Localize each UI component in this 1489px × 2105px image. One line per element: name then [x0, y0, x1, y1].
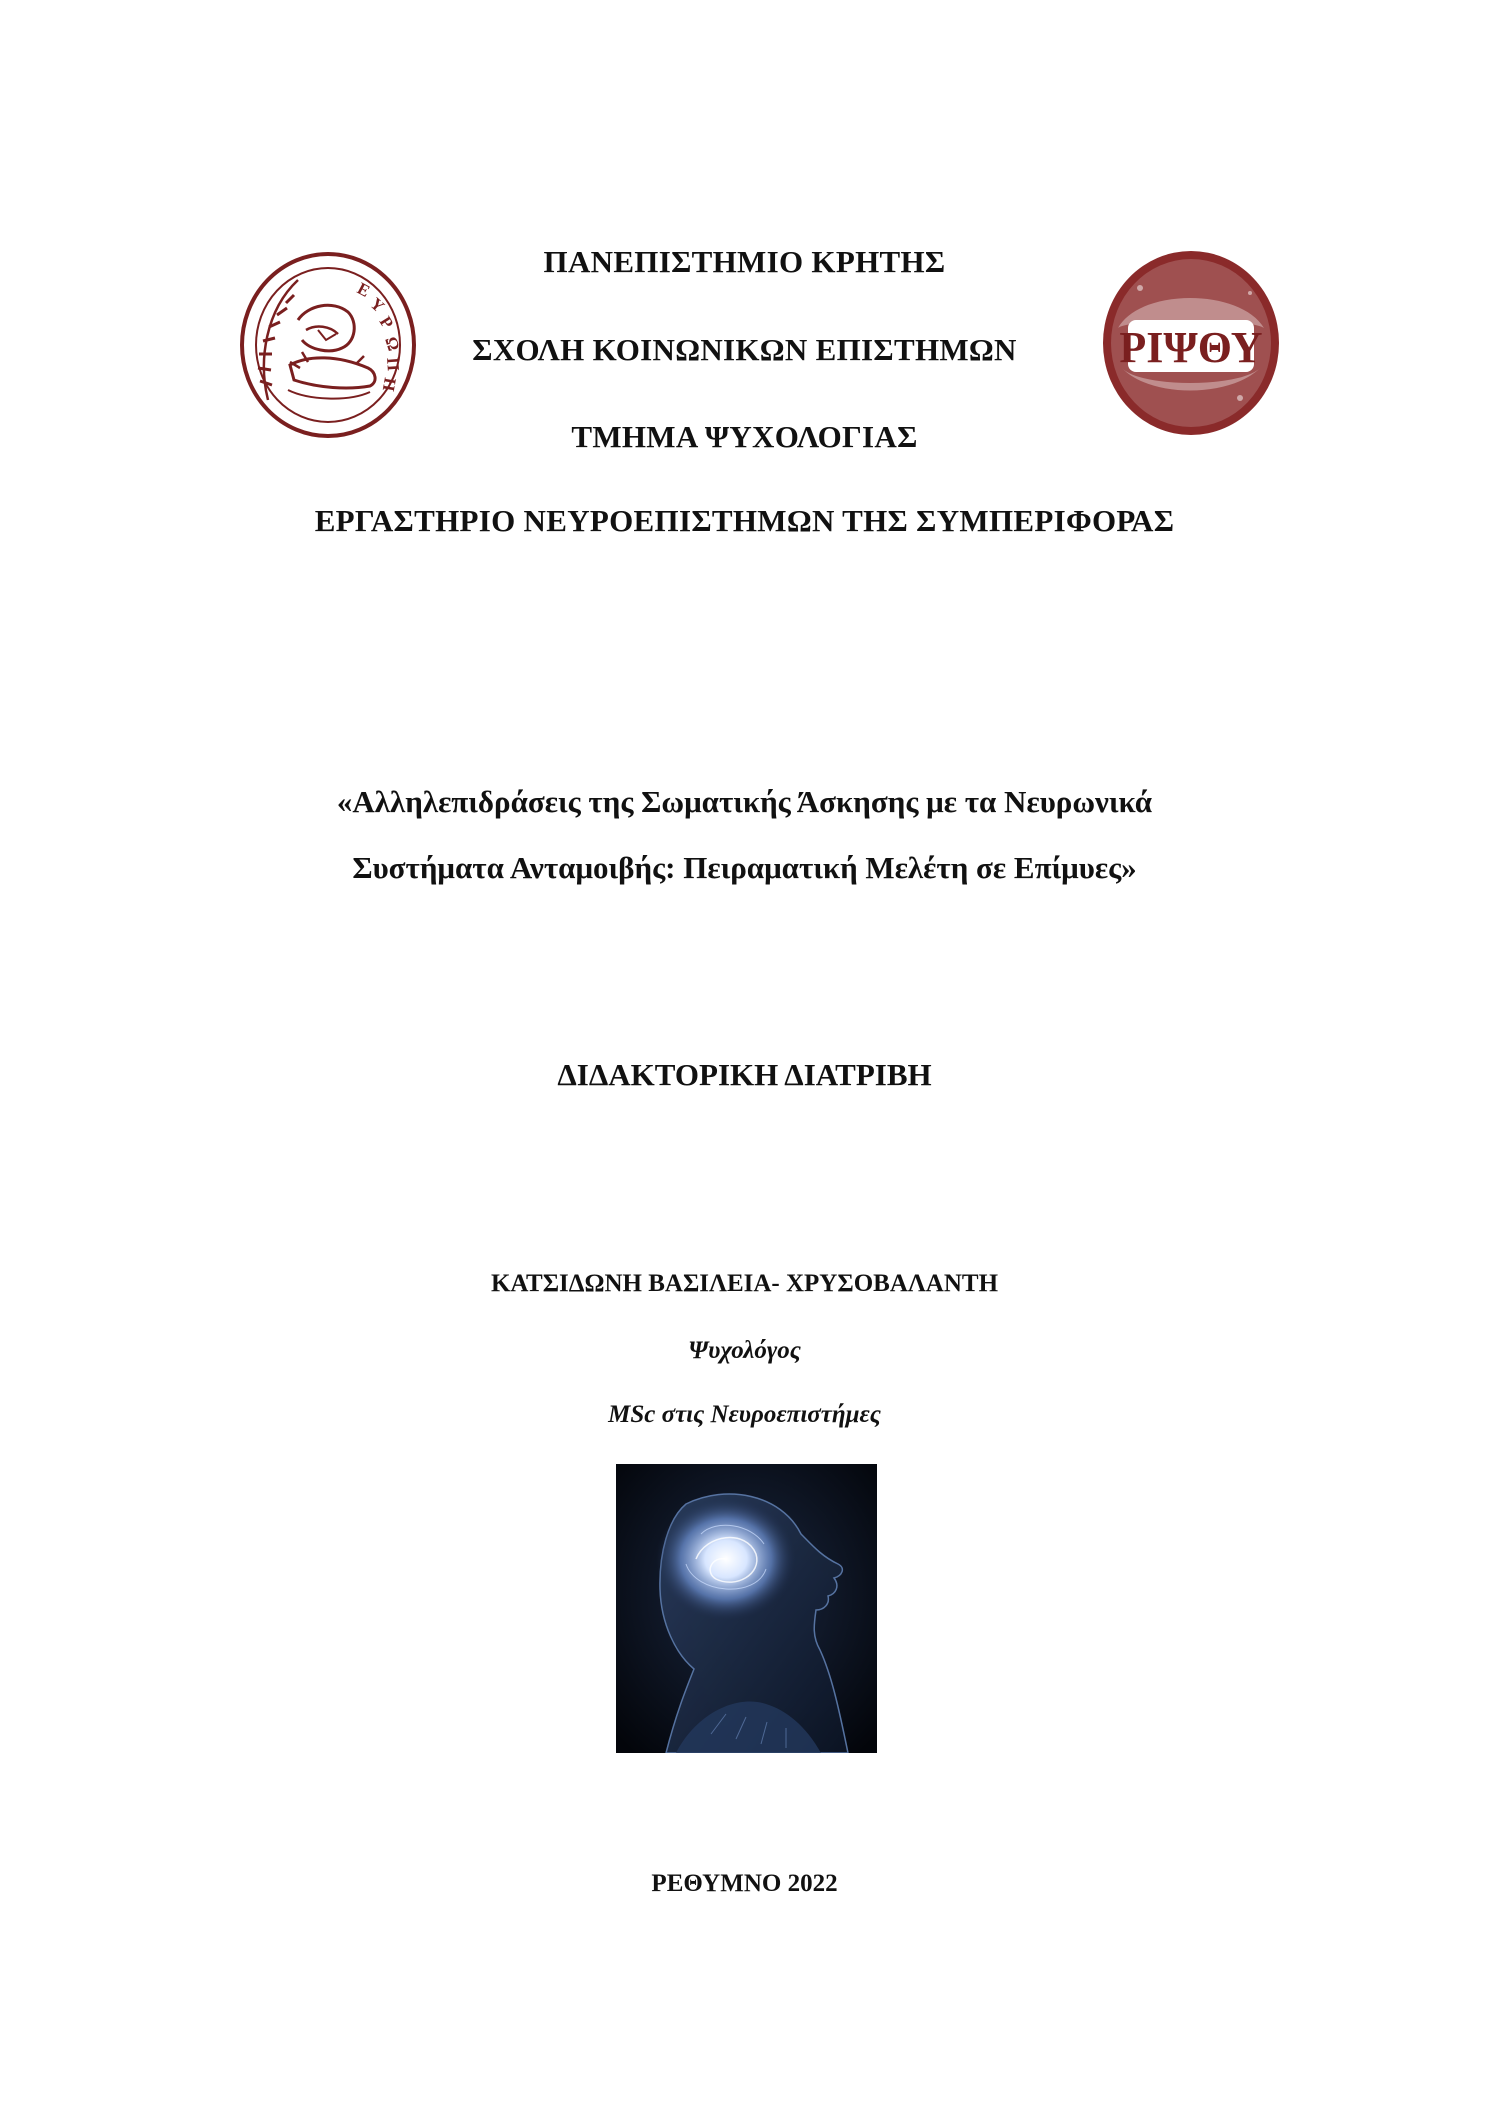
svg-text:Η: Η — [378, 376, 400, 393]
document-type: ΔΙΔΑΚΤΟΡΙΚΗ ΔΙΑΤΡΙΒΗ — [557, 1057, 932, 1092]
thesis-title-line-1: «Αλληλεπιδράσεις της Σωματικής Άσκησης με τα Νευρωνικά — [336, 784, 1153, 819]
thesis-title-line-2: Συστήματα Ανταμοιβής: Πειραματική Μελέτη σε Επίμυες» — [352, 850, 1137, 885]
laboratory-name: ΕΡΓΑΣΤΗΡΙΟ ΝΕΥΡΟΕΠΙΣΤΗΜΩΝ ΤΗΣ ΣΥΜΠΕΡΙΦΟΡΑΣ — [314, 503, 1175, 538]
glowing-brain-profile-image — [616, 1464, 877, 1753]
author-profession: Ψυχολόγος — [688, 1337, 801, 1364]
university-name: ΠΑΝΕΠΙΣΤΗΜΙΟ ΚΡΗΤΗΣ — [543, 244, 946, 279]
svg-text:Ω: Ω — [381, 334, 404, 354]
author-name: ΚΑΤΣΙΔΩΝΗ ΒΑΣΙΛΕΙΑ- ΧΡΥΣΟΒΑΛΑΝΤΗ — [490, 1270, 999, 1297]
svg-text:Ε: Ε — [354, 278, 374, 301]
svg-text:Π: Π — [383, 356, 403, 372]
author-degree: MSc στις Νευροεπιστήμες — [608, 1401, 881, 1428]
svg-text:Ρ: Ρ — [375, 313, 398, 332]
department-name: ΤΜΗΜΑ ΨΥΧΟΛΟΓΙΑΣ — [571, 419, 918, 454]
svg-text:ΡΙΨΘΥ: ΡΙΨΘΥ — [1119, 323, 1263, 372]
school-name: ΣΧΟΛΗ ΚΟΙΝΩΝΙΚΩΝ ΕΠΙΣΤΗΜΩΝ — [472, 332, 1017, 367]
place-and-year: ΡΕΘΥΜΝΟ 2022 — [651, 1870, 838, 1897]
svg-text:Υ: Υ — [366, 293, 389, 317]
